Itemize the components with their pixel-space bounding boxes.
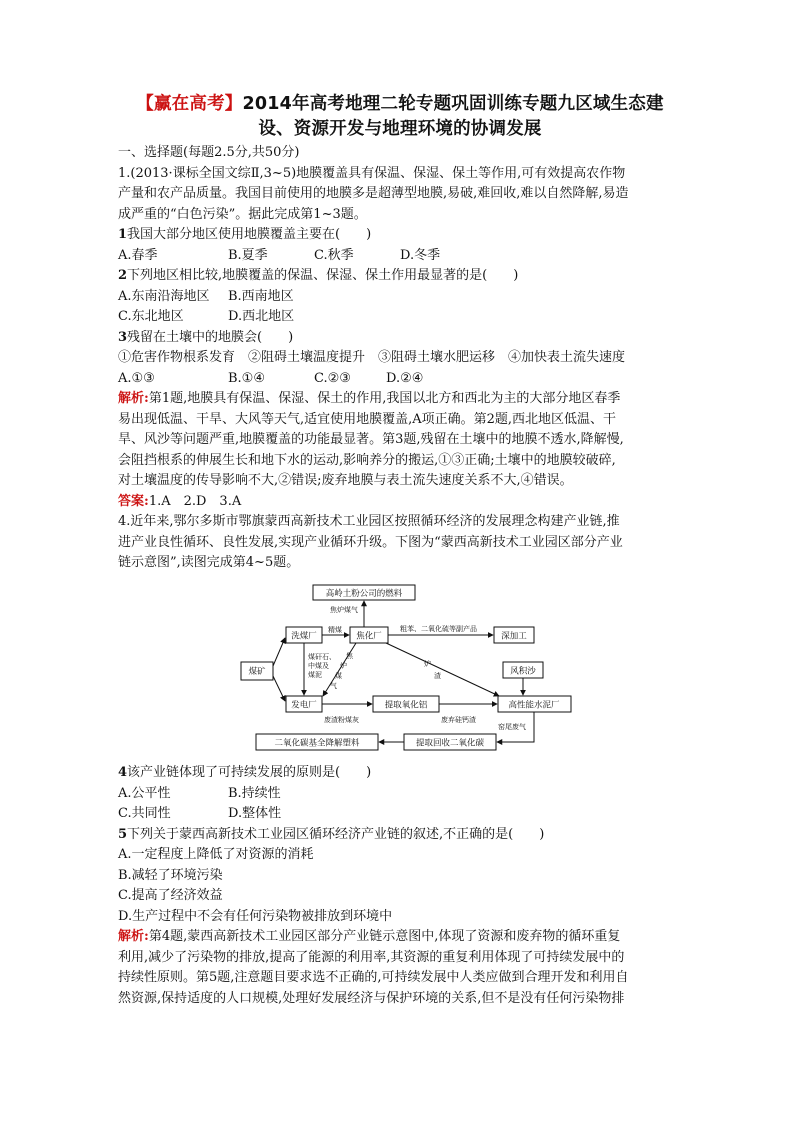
question-text: 下列关于蒙西高新技术工业园区循环经济产业链的叙述,不正确的是( ) (127, 826, 545, 842)
explanation-line (118, 389, 688, 410)
question-4-options-row1 (118, 784, 688, 805)
label-deep-processing: 深加工 (501, 631, 527, 642)
label-co2-plastic: 二氧化碳基全降解塑料 (274, 738, 360, 749)
flow-label-slag: 渣 (434, 672, 441, 680)
question-2 (118, 266, 688, 287)
option: A.东南沿海地区 (118, 288, 210, 304)
industry-chain-svg (236, 582, 572, 760)
explanation-line: 然资源,保持适度的人口规模,处理好发展经济与保护环境的关系,但不是没有任何污染物排 (118, 990, 625, 1006)
title-line2: 设、资源开发与地理环境的协调发展 (258, 119, 542, 139)
answer-text: 1.A 2.D 3.A (148, 493, 242, 509)
question-text: 我国大部分地区使用地膜覆盖主要在( ) (127, 227, 372, 242)
option: C.共同性 (118, 806, 171, 821)
option: B.减轻了环境污染 (118, 867, 223, 883)
label-cement-plant: 高性能水泥厂 (508, 700, 560, 711)
option: B.夏季 (228, 247, 268, 263)
intro1-line: 成严重的“白色污染”。据此完成第1~3题。 (118, 206, 367, 222)
intro2-line: 链示意图”,读图完成第4~5题。 (118, 555, 300, 570)
question-3 (118, 328, 688, 349)
intro2-line: 4.近年来,鄂尔多斯市鄂旗蒙西高新技术工业园区按照循环经济的发展理念构建产业链,推 (118, 514, 620, 529)
answer-label: 答案: (118, 493, 149, 509)
explanation-label: 解析: (118, 391, 149, 406)
question-number: 4 (118, 765, 128, 780)
explanation-line: 旱、风沙等问题严重,地膜覆盖的功能最显著。第3题,残留在土壤中的地膜不透水,降解慢, (118, 432, 624, 447)
label-kaolin-fuel: 高岭土粉公司的燃料 (325, 589, 403, 599)
option: A.公平性 (118, 785, 171, 801)
flow-label-gangue: 煤泥 (308, 671, 322, 679)
option: B.持续性 (228, 785, 281, 801)
intro1-line: 1.(2013·课标全国文综Ⅱ,3~5)地膜覆盖具有保温、保湿、保土等作用,可有效提高农作物 (118, 165, 626, 181)
option: D.冬季 (400, 247, 441, 263)
flow-label-byproducts: 粗苯、二氧化硫等副产品 (400, 625, 477, 633)
document-title (110, 92, 690, 142)
flow-label-coke-gas-v: 气 (330, 682, 337, 690)
industry-chain-diagram (236, 582, 572, 760)
question-5 (118, 825, 688, 846)
explanation-line: 会阻挡根系的伸展生长和地下水的运动,影响养分的搬运,①③正确;土壤中的地膜较破碎, (118, 452, 616, 468)
option: C.东北地区 (118, 309, 184, 324)
question-3-statements: ①危害作物根系发育 ②阻碍土壤温度提升 ③阻碍土壤水肥运移 ④加快表土流失速度 (118, 350, 626, 365)
label-co2-capture: 提取回收二氧化碳 (415, 738, 485, 749)
explanation-line: 对土壤温度的传导影响不大,②错误;废弃地膜与表土流失速度关系不大,④错误。 (118, 473, 573, 488)
flow-label-coke-gas: 焦炉煤气 (330, 606, 358, 614)
label-aeolian-sand: 风积沙 (510, 666, 536, 677)
explanation-line: 利用,减少了污染物的排放,提高了能源的利用率,其资源的重复利用体现了可持续发展中的 (118, 949, 625, 965)
option: D.整体性 (228, 806, 282, 821)
answer-line (118, 492, 688, 513)
option: D.西北地区 (228, 309, 295, 324)
option: D.②④ (386, 370, 424, 386)
option: B.西南地区 (228, 288, 294, 304)
flow-label-gangue: 中煤及 (308, 662, 329, 670)
label-coal-mine: 煤矿 (248, 667, 266, 677)
question-1 (118, 225, 688, 246)
question-number: 2 (118, 268, 128, 283)
flow-label-slag: 炉 (424, 660, 431, 668)
question-number: 1 (118, 227, 128, 242)
explanation-label: 解析: (118, 929, 149, 944)
flow-label-coke-gas-v: 煤 (335, 672, 342, 680)
title-line1: 2014年高考地理二轮专题巩固训练专题九区域生态建 (242, 94, 664, 114)
question-text: 该产业链体现了可持续发展的原则是( ) (127, 765, 372, 780)
flow-label-gangue: 煤矸石、 (308, 653, 336, 661)
explanation-line: 易出现低温、干旱、大风等天气,适宜使用地膜覆盖,A项正确。第2题,西北地区低温、干 (118, 411, 617, 427)
question-4 (118, 763, 688, 784)
explanation-text: 第4题,蒙西高新技术工业园区部分产业链示意图中,体现了资源和废弃物的循环重复 (148, 929, 621, 944)
intro2-line: 进产业良性循环、良性发展,实现产业循环升级。下图为“蒙西高新技术工业园区部分产业 (118, 534, 623, 550)
flow-label-coke-gas-v: 焦 (346, 652, 353, 660)
question-4-options-row2 (118, 804, 688, 825)
question-text: 残留在土壤中的地膜会( ) (127, 329, 294, 345)
option: C.提高了经济效益 (118, 888, 223, 903)
option: D.生产过程中不会有任何污染物被排放到环境中 (118, 908, 393, 924)
option: B.①④ (228, 370, 265, 386)
question-number: 5 (118, 826, 128, 842)
title-brand: 【赢在高考】 (136, 94, 243, 114)
question-2-options-row2 (118, 307, 688, 328)
label-power-plant: 发电厂 (291, 700, 317, 711)
section-2 (118, 763, 688, 1009)
question-2-options-row1 (118, 287, 688, 308)
section-heading: 一、选择题(每题2.5分,共50分) (118, 145, 300, 160)
explanation-line: 持续性原则。第5题,注意题目要求选不正确的,可持续发展中人类应做到合理开发和利用自 (118, 970, 629, 985)
option: A.①③ (118, 370, 155, 386)
explanation-line (118, 927, 688, 948)
label-alumina-extraction: 提取氧化铝 (384, 700, 428, 711)
label-coal-washing: 洗煤厂 (291, 631, 317, 642)
flow-label-fly-ash: 废渣粉煤灰 (324, 716, 359, 724)
option: A.春季 (118, 247, 158, 263)
explanation-text: 第1题,地膜具有保温、保湿、保土的作用,我国以北方和西北为主的大部分地区春季 (148, 391, 621, 406)
section-1 (118, 143, 688, 574)
flow-label-coke-gas-v: 炉 (340, 662, 347, 670)
option: A.一定程度上降低了对资源的消耗 (118, 847, 314, 862)
intro1-line: 产量和农产品质量。我国目前使用的地膜多是超薄型地膜,易破,难回收,难以自然降解,易造 (118, 186, 629, 201)
flow-label-clean-coal: 精煤 (328, 626, 342, 634)
option: C.秋季 (314, 247, 354, 263)
label-coking-plant: 焦化厂 (356, 631, 382, 642)
question-1-options (118, 246, 688, 267)
question-text: 下列地区相比较,地膜覆盖的保温、保湿、保土作用最显著的是( ) (127, 268, 519, 283)
option: C.②③ (314, 370, 351, 386)
flow-label-kiln-gas: 窑尾废气 (498, 723, 526, 731)
flow-label-calcium-slag: 废弃硅钙渣 (441, 716, 476, 724)
question-3-options (118, 369, 688, 390)
question-number: 3 (118, 329, 128, 345)
